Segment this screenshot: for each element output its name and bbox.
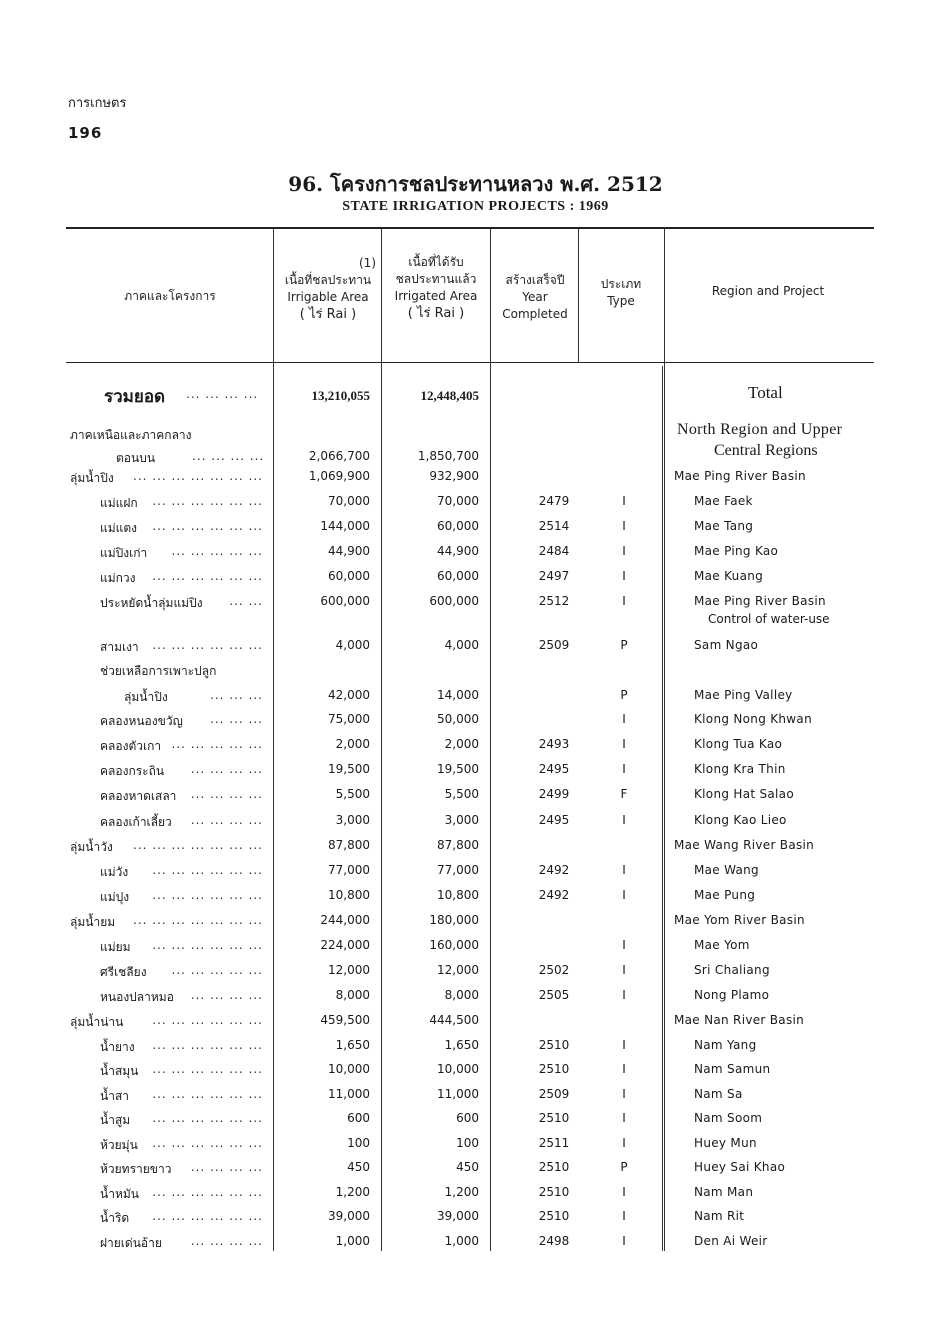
- project-type: I: [622, 963, 626, 977]
- project-name-th: ลุ่มน้ำน่าน: [70, 1015, 124, 1029]
- project-name-th: ฝายเด่นอ้าย: [100, 1236, 162, 1250]
- table-row: [0, 938, 941, 962]
- table-row: [0, 1209, 941, 1233]
- project-name-th: ลุ่มน้ำวัง: [70, 840, 113, 854]
- table-row: [0, 1038, 941, 1062]
- project-name-en: Mae Ping River Basin: [694, 594, 826, 608]
- project-type: I: [622, 1234, 626, 1248]
- table-row: [0, 863, 941, 887]
- project-name-en: Nong Plamo: [694, 988, 770, 1002]
- header-irrigated-en: Irrigated Area: [394, 289, 478, 303]
- irrigable-area: 10,800: [328, 888, 370, 902]
- table-row: [0, 1160, 941, 1184]
- table-row: [0, 662, 941, 686]
- irrigated-area: 77,000: [437, 863, 479, 877]
- header-irrigable-unit: ( ไร่ Rai ): [299, 307, 357, 322]
- table-row: [0, 762, 941, 786]
- irrigated-area: 87,800: [437, 838, 479, 852]
- irrigable-area: 1,069,900: [308, 469, 370, 483]
- leader-dots: ... ... ... ... ... ...: [152, 1136, 263, 1150]
- region-label-en-2: Central Regions: [714, 442, 818, 459]
- irrigated-area: 600,000: [429, 594, 479, 608]
- project-name-en: Mae Ping Valley: [694, 688, 793, 702]
- year-completed: 2492: [538, 863, 570, 877]
- irrigable-area: 600: [347, 1111, 370, 1125]
- project-name-en: Nam Yang: [694, 1038, 757, 1052]
- year-completed: 2510: [538, 1209, 570, 1223]
- table-row: [0, 469, 941, 493]
- project-type: I: [622, 544, 626, 558]
- header-irrigable-th: เนื้อที่ชลประทาน: [284, 273, 372, 287]
- project-type: I: [622, 1062, 626, 1076]
- irrigable-area: 11,000: [328, 1087, 370, 1101]
- irrigated-area: 5,500: [444, 787, 479, 801]
- leader-dots: ... ... ...: [210, 688, 263, 702]
- year-completed: 2510: [538, 1111, 570, 1125]
- irrigated-area: 14,000: [437, 688, 479, 702]
- table-row: [0, 787, 941, 811]
- leader-dots: ... ... ... ... ... ...: [152, 569, 263, 583]
- irrigated-area: 50,000: [437, 712, 479, 726]
- irrigable-area: 1,650: [335, 1038, 370, 1052]
- project-type: P: [620, 638, 628, 652]
- header-irrigated-th2: ชลประทานแล้ว: [395, 272, 477, 286]
- project-name-en: Mae Kuang: [694, 569, 764, 583]
- year-completed: 2510: [538, 1185, 570, 1199]
- leader-dots: ... ... ... ... ... ...: [152, 863, 263, 877]
- project-type: I: [622, 1209, 626, 1223]
- irrigated-area: 4,000: [444, 638, 479, 652]
- irrigated-area: 11,000: [437, 1087, 479, 1101]
- project-name-th: หนองปลาหมอ: [100, 990, 174, 1004]
- project-name-en: Nam Man: [694, 1185, 754, 1199]
- project-name-th: ลุ่มน้ำยม: [70, 915, 116, 929]
- project-name-en: Mae Tang: [694, 519, 754, 533]
- region-dots: ... ... ... ...: [192, 449, 265, 463]
- table-row: [0, 1185, 941, 1209]
- project-name-en: Mae Wang River Basin: [674, 838, 815, 852]
- year-completed: 2497: [538, 569, 570, 583]
- region-irrigable: 2,066,700: [308, 449, 370, 463]
- irrigated-area: 180,000: [429, 913, 479, 927]
- project-name-en: Klong Kao Lieo: [694, 813, 787, 827]
- total-irrigated: 12,448,405: [420, 388, 479, 403]
- header-irrigated-unit: ( ไร่ Rai ): [407, 306, 465, 321]
- page-number: 196: [68, 124, 103, 142]
- region-label-th-1: ภาคเหนือและภาคกลาง: [70, 428, 192, 442]
- year-completed: 2512: [538, 594, 570, 608]
- project-name-th: คลองกระถิน: [100, 764, 165, 778]
- leader-dots: ... ... ... ... ... ...: [152, 494, 263, 508]
- year-completed: 2479: [538, 494, 570, 508]
- header-irrigated-th1: เนื้อที่ได้รับ: [408, 255, 464, 269]
- leader-dots: ... ... ... ... ... ...: [152, 1013, 263, 1027]
- project-type: I: [622, 1111, 626, 1125]
- leader-dots: ... ... ...: [210, 712, 263, 726]
- table-row: [0, 688, 941, 712]
- total-label-th: รวมยอด: [104, 387, 166, 407]
- total-irrigable: 13,210,055: [311, 388, 370, 403]
- project-type: I: [622, 1038, 626, 1052]
- irrigated-area: 60,000: [437, 569, 479, 583]
- project-name-en: Klong Hat Salao: [694, 787, 794, 801]
- project-name-en: Mae Wang: [694, 863, 759, 877]
- table-row: [0, 1234, 941, 1258]
- region-label-th-2: ตอนบน: [116, 451, 156, 465]
- project-name-th: แม่ปุง: [100, 890, 130, 904]
- irrigable-area: 224,000: [320, 938, 370, 952]
- header-irrigated: [384, 254, 488, 322]
- project-name-en: Klong Kra Thin: [694, 762, 786, 776]
- header-year-th: สร้างเสร็จปี: [505, 273, 565, 287]
- irrigable-area: 12,000: [328, 963, 370, 977]
- project-name-th: แม่แตง: [100, 521, 138, 535]
- project-name-en: Nam Sa: [694, 1087, 743, 1101]
- table-row: [0, 594, 941, 626]
- project-name-th: น้ำสา: [100, 1089, 130, 1103]
- leader-dots: ... ... ... ... ... ... ...: [133, 913, 263, 927]
- header-irrigable-en: Irrigable Area: [287, 290, 369, 304]
- total-dots: ... ... ... ...: [186, 387, 259, 401]
- project-name-en: Sam Ngao: [694, 638, 759, 652]
- project-type: I: [622, 1136, 626, 1150]
- year-completed: 2510: [538, 1160, 570, 1174]
- year-completed: 2509: [538, 1087, 570, 1101]
- leader-dots: ... ... ... ... ...: [171, 544, 263, 558]
- leader-dots: ... ... ... ... ... ...: [152, 1062, 263, 1076]
- year-completed: 2495: [538, 813, 570, 827]
- irrigable-area: 600,000: [320, 594, 370, 608]
- project-name-en: Mae Ping River Basin: [674, 469, 806, 483]
- project-name-th: แม่ยม: [100, 940, 131, 954]
- year-completed: 2511: [538, 1136, 570, 1150]
- total-row: [0, 383, 941, 410]
- table-title-english: STATE IRRIGATION PROJECTS : 1969: [342, 199, 609, 214]
- leader-dots: ... ... ... ... ... ...: [152, 1038, 263, 1052]
- col-divider-4: [578, 229, 579, 362]
- project-name-en: Klong Nong Khwan: [694, 712, 812, 726]
- table-row: [0, 913, 941, 937]
- project-type: I: [622, 888, 626, 902]
- leader-dots: ... ... ... ... ... ...: [152, 1111, 263, 1125]
- year-completed: 2502: [538, 963, 570, 977]
- header-irrigable-note: (1): [359, 256, 376, 270]
- table-row: [0, 963, 941, 987]
- irrigable-area: 87,800: [328, 838, 370, 852]
- project-name-th: ลุ่มน้ำปิง: [70, 471, 114, 485]
- table-row: [0, 737, 941, 761]
- table-row: [0, 988, 941, 1012]
- year-completed: 2499: [538, 787, 570, 801]
- table-row: [0, 1136, 941, 1160]
- irrigated-area: 44,900: [437, 544, 479, 558]
- project-type: I: [622, 988, 626, 1002]
- leader-dots: ... ... ... ... ...: [171, 963, 263, 977]
- irrigated-area: 160,000: [429, 938, 479, 952]
- year-completed: 2498: [538, 1234, 570, 1248]
- leader-dots: ... ... ... ... ... ... ...: [133, 469, 263, 483]
- irrigable-area: 450: [347, 1160, 370, 1174]
- irrigable-area: 4,000: [335, 638, 370, 652]
- irrigated-area: 444,500: [429, 1013, 479, 1027]
- table-row: [0, 838, 941, 862]
- irrigable-area: 39,000: [328, 1209, 370, 1223]
- header-region-en-text: Region and Project: [711, 284, 825, 298]
- page-category: การเกษตร: [68, 96, 127, 111]
- project-type: I: [622, 1185, 626, 1199]
- irrigated-area: 70,000: [437, 494, 479, 508]
- irrigated-area: 12,000: [437, 963, 479, 977]
- project-type: P: [620, 688, 628, 702]
- project-name-th: น้ำสูม: [100, 1113, 131, 1127]
- leader-dots: ... ... ... ...: [190, 787, 263, 801]
- irrigated-area: 10,800: [437, 888, 479, 902]
- project-name-en: Mae Pung: [694, 888, 756, 902]
- project-type: F: [620, 787, 628, 801]
- header-region-th: [70, 288, 270, 305]
- project-name-en-line2: Control of water-use: [708, 612, 830, 626]
- project-name-th: ศรีเชลียง: [100, 965, 147, 979]
- project-name-th: ประหยัดน้ำลุ่มแม่ปิง: [100, 596, 203, 610]
- table-row: [0, 888, 941, 912]
- project-name-en: Sri Chaliang: [694, 963, 770, 977]
- header-region-en: [666, 283, 870, 300]
- region-label-en-1: North Region and Upper: [677, 421, 843, 438]
- project-name-th: น้ำหมัน: [100, 1187, 139, 1201]
- header-year: [492, 272, 578, 323]
- irrigated-area: 3,000: [444, 813, 479, 827]
- project-name-en: Den Ai Weir: [694, 1234, 768, 1248]
- irrigated-area: 600: [456, 1111, 479, 1125]
- irrigable-area: 44,900: [328, 544, 370, 558]
- irrigable-area: 1,200: [335, 1185, 370, 1199]
- leader-dots: ... ... ... ... ... ...: [152, 1087, 263, 1101]
- leader-dots: ... ... ... ...: [190, 1234, 263, 1248]
- project-name-th: แม่แฝก: [100, 496, 138, 510]
- header-type-en: Type: [607, 294, 635, 308]
- project-type: I: [622, 569, 626, 583]
- irrigable-area: 10,000: [328, 1062, 370, 1076]
- project-name-th: แม่ปิงเก่า: [100, 546, 148, 560]
- total-label-en: Total: [748, 383, 783, 402]
- leader-dots: ... ... ... ...: [190, 813, 263, 827]
- table-row: [0, 519, 941, 543]
- leader-dots: ... ... ... ... ... ...: [152, 1185, 263, 1199]
- project-type: I: [622, 737, 626, 751]
- project-name-en: Mae Yom: [694, 938, 750, 952]
- header-year-en1: Year: [522, 290, 548, 304]
- irrigable-area: 70,000: [328, 494, 370, 508]
- leader-dots: ... ... ... ... ... ...: [152, 519, 263, 533]
- project-type: I: [622, 813, 626, 827]
- header-year-en2: Completed: [502, 307, 568, 321]
- irrigated-area: 60,000: [437, 519, 479, 533]
- project-name-th: แม่วัง: [100, 865, 129, 879]
- project-name-en: Mae Yom River Basin: [674, 913, 805, 927]
- irrigable-area: 2,000: [335, 737, 370, 751]
- project-name-th: น้ำริด: [100, 1211, 130, 1225]
- irrigable-area: 60,000: [328, 569, 370, 583]
- header-irrigable: [276, 255, 380, 323]
- project-name-th: ห้วยมุ่น: [100, 1138, 138, 1152]
- irrigated-area: 2,000: [444, 737, 479, 751]
- irrigable-area: 100: [347, 1136, 370, 1150]
- irrigable-area: 1,000: [335, 1234, 370, 1248]
- year-completed: 2510: [538, 1038, 570, 1052]
- project-name-th: ลุ่มน้ำปิง: [124, 690, 168, 704]
- project-type: I: [622, 938, 626, 952]
- project-type: I: [622, 494, 626, 508]
- irrigable-area: 19,500: [328, 762, 370, 776]
- irrigable-area: 459,500: [320, 1013, 370, 1027]
- table-row: [0, 712, 941, 736]
- project-name-th: ห้วยทรายขาว: [100, 1162, 172, 1176]
- irrigated-area: 100: [456, 1136, 479, 1150]
- project-name-th: น้ำสมุน: [100, 1064, 139, 1078]
- irrigated-area: 10,000: [437, 1062, 479, 1076]
- table-row: [0, 813, 941, 837]
- irrigable-area: 244,000: [320, 913, 370, 927]
- project-type: P: [620, 1160, 628, 1174]
- table-title-thai: 96. โครงการชลประทานหลวง พ.ศ. 2512: [288, 172, 663, 196]
- irrigated-area: 39,000: [437, 1209, 479, 1223]
- project-name-th: คลองตัวเกา: [100, 739, 162, 753]
- irrigated-area: 8,000: [444, 988, 479, 1002]
- table-row: [0, 569, 941, 593]
- project-name-th: คลองหนองขวัญ: [100, 714, 183, 728]
- irrigated-area: 1,200: [444, 1185, 479, 1199]
- region-irrigated: 1,850,700: [417, 449, 479, 463]
- irrigated-area: 450: [456, 1160, 479, 1174]
- project-name-en: Huey Sai Khao: [694, 1160, 786, 1174]
- irrigable-area: 3,000: [335, 813, 370, 827]
- table-row: [0, 1013, 941, 1037]
- leader-dots: ... ...: [229, 594, 263, 608]
- project-name-en: Mae Ping Kao: [694, 544, 779, 558]
- table-row: [0, 1111, 941, 1135]
- project-name-th: คลองหาดเสลา: [100, 789, 177, 803]
- header-bottom-rule: [66, 362, 874, 363]
- project-name-en: Huey Mun: [694, 1136, 757, 1150]
- project-name-th: น้ำยาง: [100, 1040, 135, 1054]
- header-region-th-text: ภาคและโครงการ: [124, 289, 216, 303]
- year-completed: 2493: [538, 737, 570, 751]
- project-name-en: Mae Faek: [694, 494, 753, 508]
- leader-dots: ... ... ... ...: [190, 988, 263, 1002]
- year-completed: 2509: [538, 638, 570, 652]
- leader-dots: ... ... ... ... ... ...: [152, 1209, 263, 1223]
- project-type: I: [622, 762, 626, 776]
- table-row: [0, 638, 941, 662]
- irrigable-area: 77,000: [328, 863, 370, 877]
- project-name-en: Mae Nan River Basin: [674, 1013, 805, 1027]
- project-name-th: สามเงา: [100, 640, 139, 654]
- project-type: I: [622, 712, 626, 726]
- project-type: I: [622, 519, 626, 533]
- header-type: [580, 276, 662, 310]
- project-name-th: แม่กวง: [100, 571, 136, 585]
- leader-dots: ... ... ... ...: [190, 762, 263, 776]
- irrigable-area: 144,000: [320, 519, 370, 533]
- year-completed: 2510: [538, 1062, 570, 1076]
- header-type-th: ประเภท: [600, 277, 642, 291]
- year-completed: 2505: [538, 988, 570, 1002]
- project-name-th: คลองเก้าเลี้ยว: [100, 815, 172, 829]
- table-row: [0, 1087, 941, 1111]
- table-row: [0, 544, 941, 568]
- leader-dots: ... ... ... ... ... ...: [152, 638, 263, 652]
- leader-dots: ... ... ... ... ... ...: [152, 888, 263, 902]
- irrigable-area: 5,500: [335, 787, 370, 801]
- irrigated-area: 1,650: [444, 1038, 479, 1052]
- year-completed: 2514: [538, 519, 570, 533]
- irrigable-area: 42,000: [328, 688, 370, 702]
- irrigated-area: 19,500: [437, 762, 479, 776]
- project-type: I: [622, 594, 626, 608]
- table-top-rule: [66, 227, 874, 229]
- project-name-en: Nam Soom: [694, 1111, 763, 1125]
- irrigated-area: 1,000: [444, 1234, 479, 1248]
- project-type: I: [622, 1087, 626, 1101]
- table-row: [0, 1062, 941, 1086]
- leader-dots: ... ... ... ... ...: [171, 737, 263, 751]
- irrigable-area: 8,000: [335, 988, 370, 1002]
- project-type: I: [622, 863, 626, 877]
- leader-dots: ... ... ... ...: [190, 1160, 263, 1174]
- project-name-en: Klong Tua Kao: [694, 737, 783, 751]
- leader-dots: ... ... ... ... ... ...: [152, 938, 263, 952]
- year-completed: 2495: [538, 762, 570, 776]
- irrigable-area: 75,000: [328, 712, 370, 726]
- year-completed: 2492: [538, 888, 570, 902]
- irrigated-area: 932,900: [429, 469, 479, 483]
- project-name-th: ช่วยเหลือการเพาะปลูก: [100, 664, 217, 678]
- year-completed: 2484: [538, 544, 570, 558]
- region-heading: [0, 421, 941, 468]
- table-row: [0, 494, 941, 518]
- project-name-en: Nam Rit: [694, 1209, 745, 1223]
- leader-dots: ... ... ... ... ... ... ...: [133, 838, 263, 852]
- project-name-en: Nam Samun: [694, 1062, 771, 1076]
